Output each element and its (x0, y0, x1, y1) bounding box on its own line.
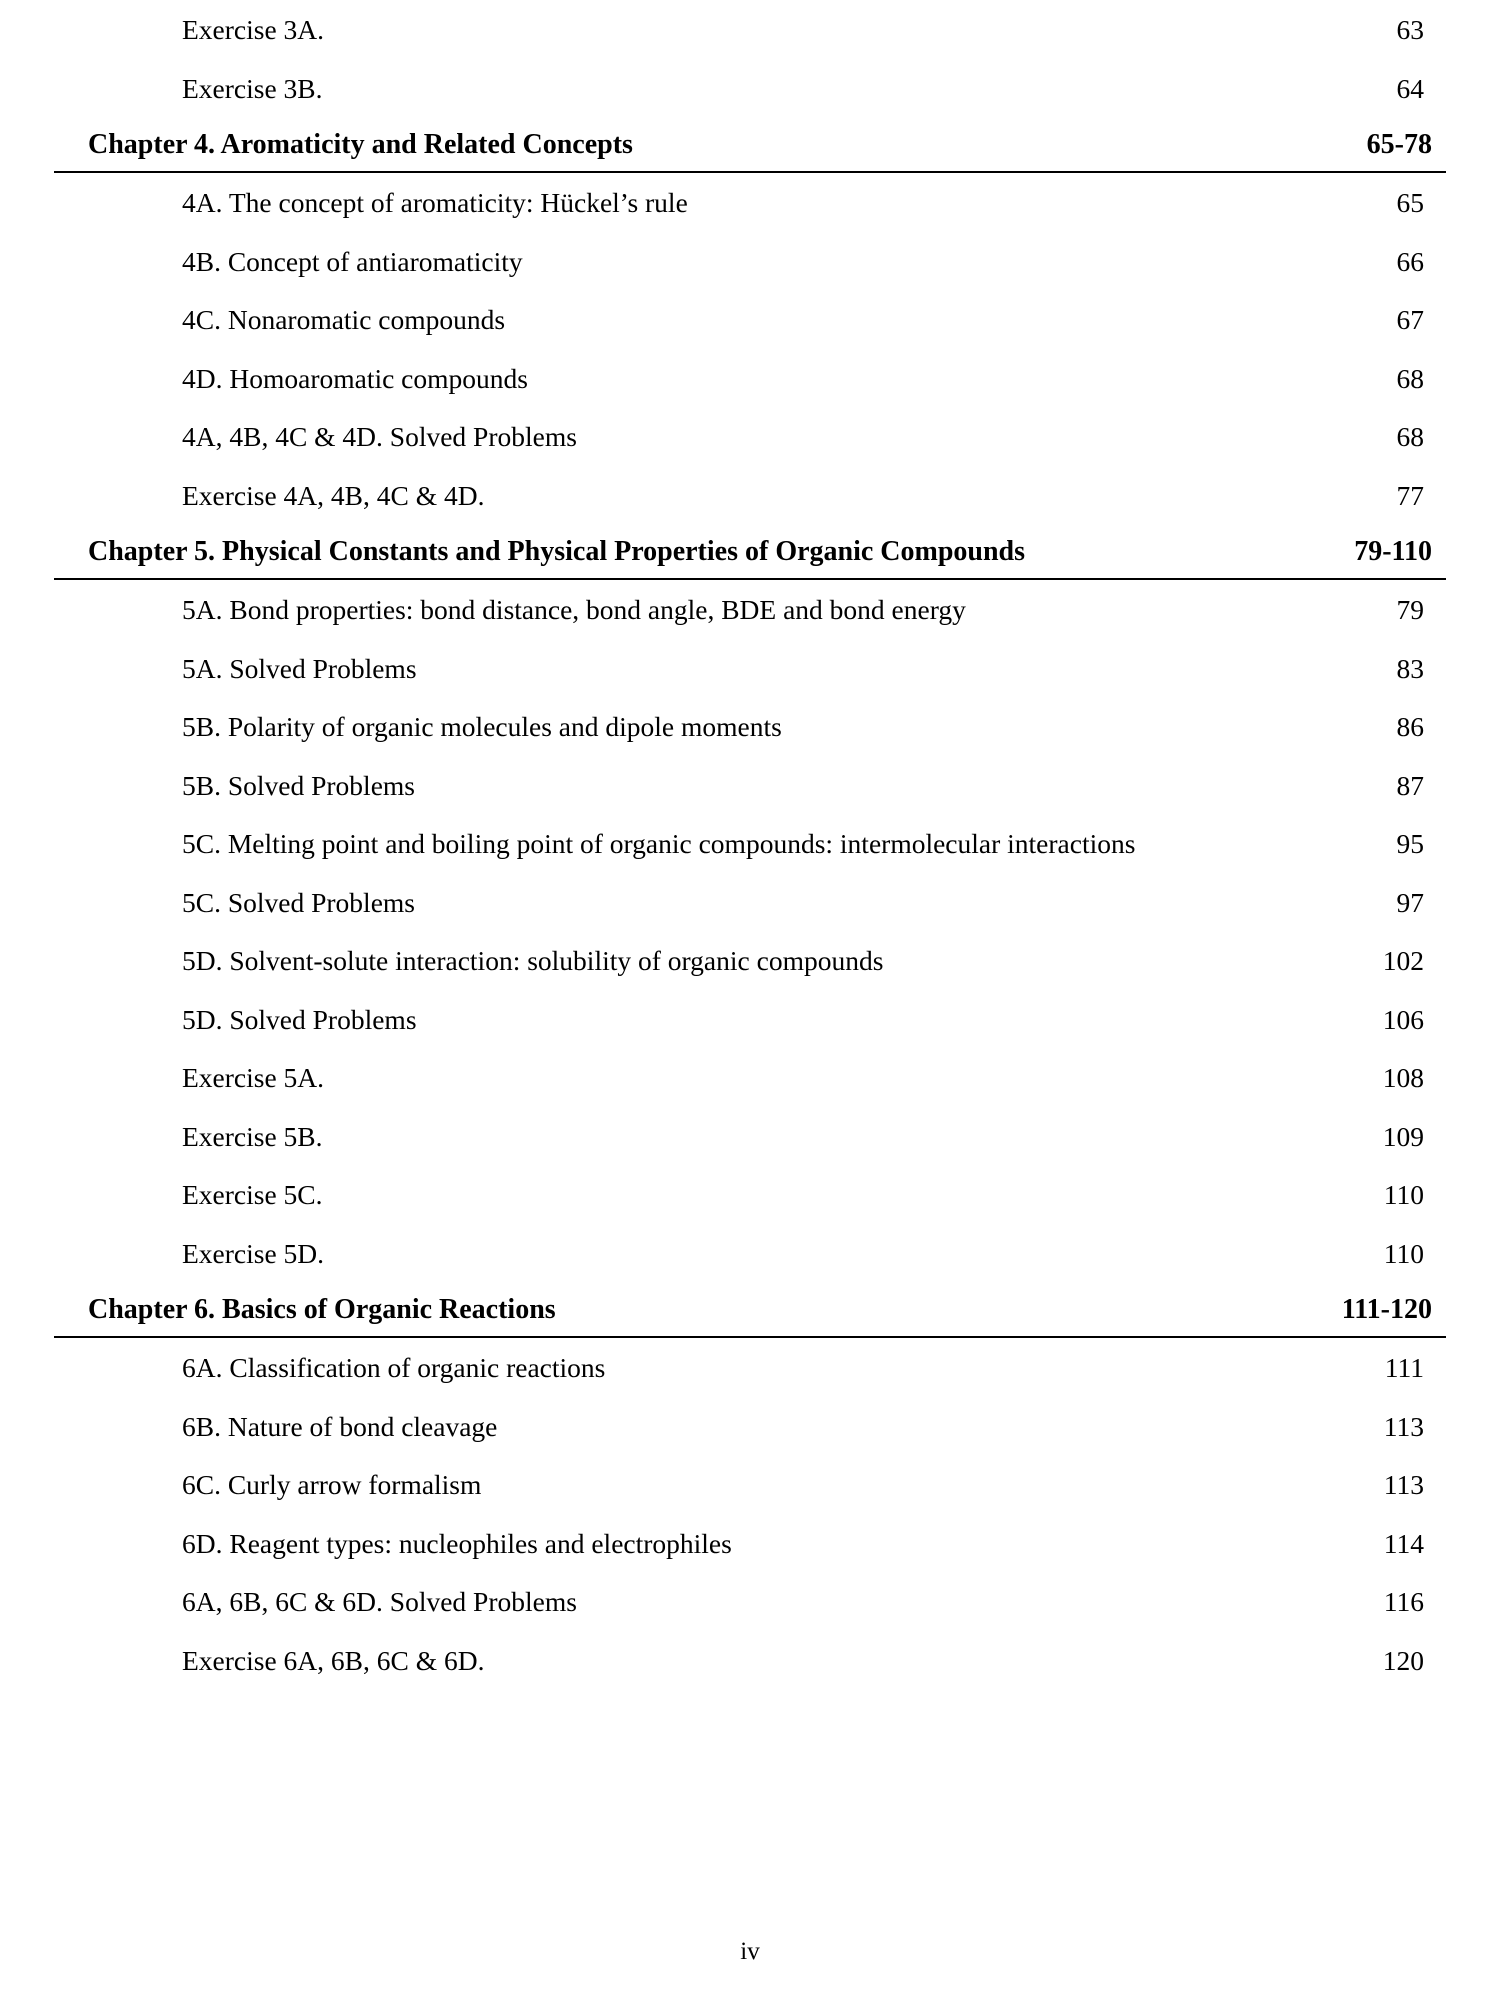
toc-entry-row[interactable] (54, 1631, 1446, 1690)
toc-entry-label: 5C. Solved Problems (182, 886, 415, 918)
toc-entry-label: 5B. Solved Problems (182, 769, 415, 801)
toc-entry-page-number: 77 (1396, 479, 1424, 511)
toc-entry-row[interactable] (54, 1397, 1446, 1456)
toc-entry-label: 4B. Concept of antiaromaticity (182, 245, 523, 277)
toc-entry-page-number: 110 (1383, 1179, 1424, 1210)
toc-entry-page-number: 65 (1396, 187, 1424, 218)
toc-entry-label: 6D. Reagent types: nucleophiles and electrophiles (182, 1527, 732, 1559)
toc-entry-label: Exercise 4A, 4B, 4C & 4D. (182, 479, 485, 511)
toc-entry-row[interactable] (54, 290, 1446, 349)
toc-entry-page-number: 108 (1382, 1062, 1424, 1093)
page-folio: iv (740, 1938, 760, 1965)
toc-entry-row[interactable] (54, 232, 1446, 291)
toc-entry-row[interactable] (54, 349, 1446, 408)
toc-entry-page-number: 102 (1382, 945, 1424, 976)
toc-entry-page-number: 67 (1396, 304, 1424, 335)
toc-entry-row[interactable] (54, 990, 1446, 1049)
toc-entry-label: 5C. Melting point and boiling point of organic compounds: intermolecular interactions (182, 828, 1136, 859)
toc-entry-row[interactable] (54, 1572, 1446, 1631)
toc-entry-label: 6A. Classification of organic reactions (182, 1352, 606, 1383)
toc-entry-row[interactable] (54, 1514, 1446, 1573)
toc-entry-page-number: 83 (1396, 652, 1424, 684)
toc-entry-page-number: 113 (1383, 1469, 1424, 1500)
toc-entry-page-number: 109 (1382, 1120, 1424, 1152)
toc-entry-row[interactable] (54, 407, 1446, 466)
toc-entry-row[interactable] (54, 1338, 1446, 1397)
table-of-contents (54, 0, 1446, 1689)
toc-entry-label: Exercise 3B. (182, 72, 323, 104)
toc-entry-row[interactable] (54, 873, 1446, 932)
toc-entry-page-number: 68 (1396, 362, 1424, 394)
toc-entry-label: 4A, 4B, 4C & 4D. Solved Problems (182, 421, 577, 452)
toc-entry-label: 5A. Solved Problems (182, 652, 417, 684)
toc-entry-label: 4C. Nonaromatic compounds (182, 304, 506, 335)
toc-entry-label: 6C. Curly arrow formalism (182, 1469, 482, 1500)
toc-entry-page-number: 87 (1396, 769, 1424, 801)
toc-entry-row[interactable] (54, 173, 1446, 232)
toc-chapter-page-number: 79-110 (1354, 536, 1432, 567)
toc-entry-row[interactable] (54, 0, 1446, 59)
toc-entry-label: Exercise 6A, 6B, 6C & 6D. (182, 1644, 485, 1676)
toc-entry-label: 6A, 6B, 6C & 6D. Solved Problems (182, 1586, 577, 1617)
toc-entry-label: 4D. Homoaromatic compounds (182, 362, 528, 394)
toc-entry-row[interactable] (54, 756, 1446, 815)
toc-entry-page-number: 120 (1382, 1644, 1424, 1676)
toc-entry-page-number: 79 (1396, 594, 1424, 625)
toc-entry-page-number: 95 (1396, 828, 1424, 859)
toc-entry-page-number: 116 (1383, 1586, 1424, 1617)
toc-chapter-row[interactable] (54, 524, 1446, 580)
toc-entry-row[interactable] (54, 1455, 1446, 1514)
toc-entry-page-number: 66 (1396, 245, 1424, 277)
toc-entry-page-number: 86 (1396, 711, 1424, 742)
toc-chapter-label: Chapter 5. Physical Constants and Physical Properties of Organic Compounds (88, 536, 1026, 567)
toc-entry-label: 5D. Solved Problems (182, 1003, 417, 1035)
toc-entry-label: Exercise 5C. (182, 1179, 323, 1210)
toc-chapter-row[interactable] (54, 1282, 1446, 1338)
toc-entry-row[interactable] (54, 59, 1446, 118)
toc-entry-row[interactable] (54, 814, 1446, 873)
toc-entry-label: Exercise 5D. (182, 1237, 325, 1269)
toc-entry-label: Exercise 3A. (182, 14, 325, 45)
toc-entry-row[interactable] (54, 1165, 1446, 1224)
toc-entry-page-number: 111 (1384, 1352, 1424, 1383)
toc-entry-label: Exercise 5A. (182, 1062, 325, 1093)
toc-entry-label: 5B. Polarity of organic molecules and dipole moments (182, 711, 782, 742)
toc-entry-label: 6B. Nature of bond cleavage (182, 1410, 498, 1442)
toc-entry-page-number: 64 (1396, 72, 1424, 104)
toc-entry-page-number: 110 (1383, 1237, 1424, 1269)
toc-entry-label: 4A. The concept of aromaticity: Hückel’s rule (182, 187, 688, 218)
toc-entry-page-number: 97 (1396, 886, 1424, 918)
toc-entry-label: Exercise 5B. (182, 1120, 323, 1152)
toc-chapter-row[interactable] (54, 117, 1446, 173)
toc-entry-row[interactable] (54, 466, 1446, 525)
toc-entry-row[interactable] (54, 1224, 1446, 1283)
toc-chapter-label: Chapter 6. Basics of Organic Reactions (88, 1294, 556, 1325)
toc-entry-row[interactable] (54, 697, 1446, 756)
toc-entry-page-number: 113 (1383, 1410, 1424, 1442)
toc-entry-row[interactable] (54, 1107, 1446, 1166)
toc-chapter-page-number: 65-78 (1366, 129, 1432, 160)
toc-entry-page-number: 114 (1383, 1527, 1424, 1559)
toc-entry-page-number: 106 (1382, 1003, 1424, 1035)
toc-entry-row[interactable] (54, 639, 1446, 698)
toc-entry-page-number: 63 (1396, 14, 1424, 45)
toc-entry-label: 5A. Bond properties: bond distance, bond angle, BDE and bond energy (182, 594, 966, 625)
toc-chapter-page-number: 111-120 (1341, 1294, 1432, 1325)
toc-entry-page-number: 68 (1396, 421, 1424, 452)
toc-entry-row[interactable] (54, 1048, 1446, 1107)
toc-chapter-label: Chapter 4. Aromaticity and Related Concepts (88, 129, 633, 160)
toc-entry-row[interactable] (54, 580, 1446, 639)
toc-entry-label: 5D. Solvent-solute interaction: solubility of organic compounds (182, 945, 884, 976)
toc-entry-row[interactable] (54, 931, 1446, 990)
